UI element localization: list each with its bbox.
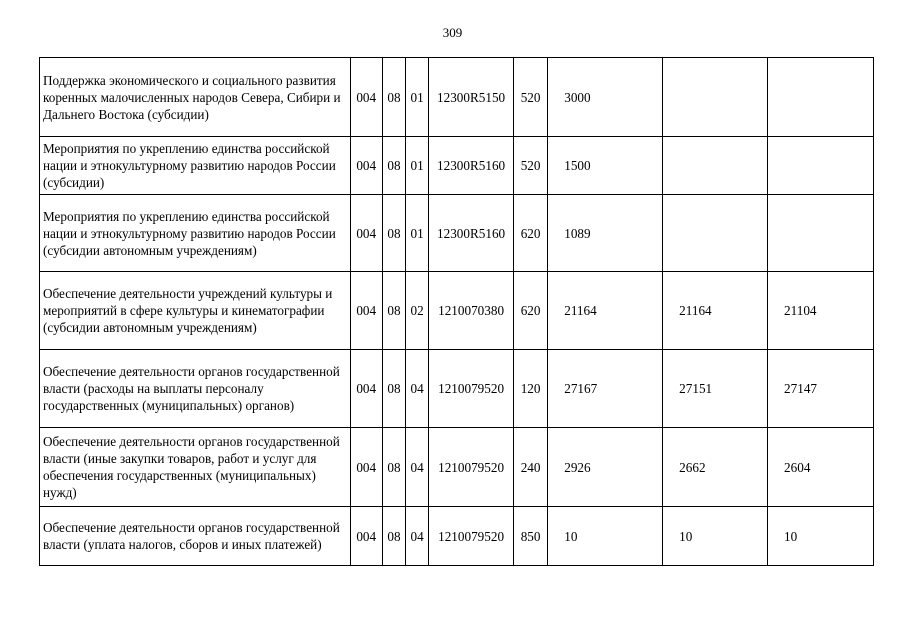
row-description: Мероприятия по укреплению единства российской нации и этнокультурному развитию народов России (субсидии автономным учреждениям): [40, 195, 351, 272]
amount-year-1: 3000: [548, 58, 663, 137]
table-row: [40, 350, 874, 428]
target-article-code: 1210079520: [429, 350, 514, 428]
expense-type-code: 620: [513, 272, 547, 350]
subsection-code: 04: [406, 428, 429, 507]
amount-year-2: 10: [663, 507, 768, 566]
ministry-code: 004: [350, 195, 382, 272]
subsection-code: 02: [406, 272, 429, 350]
section-code: 08: [382, 507, 405, 566]
subsection-code: 01: [406, 137, 429, 195]
expense-type-code: 240: [513, 428, 547, 507]
row-description: Обеспечение деятельности органов государственной власти (уплата налогов, сборов и иных платежей): [40, 507, 351, 566]
budget-table: [39, 57, 874, 566]
amount-year-2: [663, 195, 768, 272]
amount-year-2: 27151: [663, 350, 768, 428]
target-article-code: 12300R5160: [429, 137, 514, 195]
ministry-code: 004: [350, 507, 382, 566]
ministry-code: 004: [350, 350, 382, 428]
row-description: Обеспечение деятельности органов государственной власти (иные закупки товаров, работ и услуг для обеспечения государственных (муниципальных) нужд): [40, 428, 351, 507]
table-row: [40, 137, 874, 195]
subsection-code: 01: [406, 58, 429, 137]
subsection-code: 04: [406, 507, 429, 566]
section-code: 08: [382, 350, 405, 428]
target-article-code: 1210070380: [429, 272, 514, 350]
table-row: [40, 58, 874, 137]
amount-year-1: 21164: [548, 272, 663, 350]
expense-type-code: 620: [513, 195, 547, 272]
amount-year-3: 10: [768, 507, 874, 566]
target-article-code: 12300R5150: [429, 58, 514, 137]
amount-year-1: 10: [548, 507, 663, 566]
amount-year-3: 27147: [768, 350, 874, 428]
amount-year-3: 2604: [768, 428, 874, 507]
table-row: [40, 507, 874, 566]
section-code: 08: [382, 428, 405, 507]
expense-type-code: 120: [513, 350, 547, 428]
amount-year-2: [663, 137, 768, 195]
amount-year-3: 21104: [768, 272, 874, 350]
section-code: 08: [382, 272, 405, 350]
amount-year-1: 27167: [548, 350, 663, 428]
section-code: 08: [382, 195, 405, 272]
target-article-code: 1210079520: [429, 428, 514, 507]
ministry-code: 004: [350, 137, 382, 195]
amount-year-2: [663, 58, 768, 137]
ministry-code: 004: [350, 272, 382, 350]
amount-year-1: 2926: [548, 428, 663, 507]
page-number: 309: [442, 25, 463, 40]
row-description: Поддержка экономического и социального развития коренных малочисленных народов Севера, Сибири и Дальнего Востока (субсидии): [40, 58, 351, 137]
ministry-code: 004: [350, 428, 382, 507]
section-code: 08: [382, 137, 405, 195]
table-row: [40, 195, 874, 272]
amount-year-2: 21164: [663, 272, 768, 350]
amount-year-1: 1500: [548, 137, 663, 195]
amount-year-3: [768, 137, 874, 195]
expense-type-code: 520: [513, 137, 547, 195]
row-description: Обеспечение деятельности органов государственной власти (расходы на выплаты персоналу государственных (муниципальных) органов): [40, 350, 351, 428]
table-row: [40, 272, 874, 350]
subsection-code: 01: [406, 195, 429, 272]
amount-year-1: 1089: [548, 195, 663, 272]
expense-type-code: 850: [513, 507, 547, 566]
expense-type-code: 520: [513, 58, 547, 137]
amount-year-3: [768, 195, 874, 272]
amount-year-2: 2662: [663, 428, 768, 507]
section-code: 08: [382, 58, 405, 137]
ministry-code: 004: [350, 58, 382, 137]
table-row: [40, 428, 874, 507]
row-description: Мероприятия по укреплению единства российской нации и этнокультурному развитию народов России (субсидии): [40, 137, 351, 195]
amount-year-3: [768, 58, 874, 137]
target-article-code: 12300R5160: [429, 195, 514, 272]
target-article-code: 1210079520: [429, 507, 514, 566]
row-description: Обеспечение деятельности учреждений культуры и мероприятий в сфере культуры и кинематографии (субсидии автономным учреждениям): [40, 272, 351, 350]
subsection-code: 04: [406, 350, 429, 428]
